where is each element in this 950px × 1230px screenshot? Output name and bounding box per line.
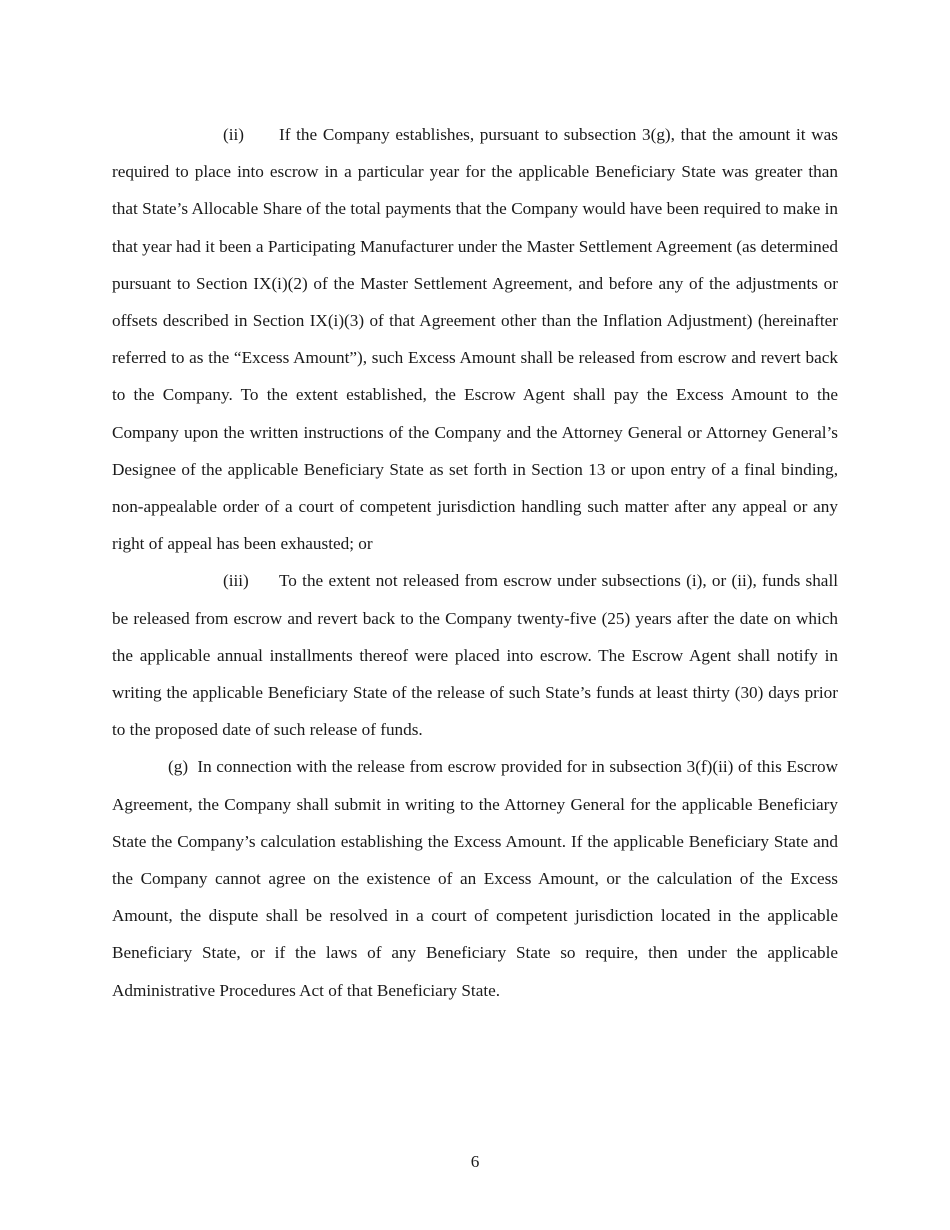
paragraph-section-g <box>112 748 838 1008</box>
page-number: 6 <box>470 1152 480 1171</box>
paragraph-subsection-ii <box>112 116 838 562</box>
paragraph-text: If the Company establishes, pursuant to subsection 3(g), that the amount it was required to place into escrow in a particular year for the applicable Beneficiary State was greater than that State’s Allocable Share of the total payments that the Company would have been required to make in that year had it been a Participating Manufacturer under the Master Settlement Agreement (as determined pursuant to Section IX(i)(2) of the Master Settlement Agreement, and before any of the adjustments or offsets described in Section IX(i)(3) of that Agreement other than the Inflation Adjustment) (hereinafter referred to as the “Excess Amount”), such Excess Amount shall be released from escrow and revert back to the Company. To the extent established, the Escrow Agent shall pay the Excess Amount to the Company upon the written instructions of the Company and the Attorney General or Attorney General’s Designee of the applicable Beneficiary State as set forth in Section 13 or upon entry of a final binding, non-appealable order of a court of competent jurisdiction handling such matter after any appeal or any right of appeal has been exhausted; or <box>112 125 838 554</box>
paragraph-subsection-iii <box>112 562 838 748</box>
subsection-marker-iii: (iii) <box>223 571 249 591</box>
subsection-marker-ii: (ii) <box>223 125 244 144</box>
paragraph-text: To the extent not released from escrow under subsections (i), or (ii), funds shall be released from escrow and revert back to the Company twenty-five (25) years after the date on which the applicable annual installments thereof were placed into escrow. The Escrow Agent shall notify in writing the applicable Beneficiary State of the release of such State’s funds at least thirty (30) days prior to the proposed date of such release of funds. <box>112 571 838 740</box>
body-text <box>112 116 838 1009</box>
section-marker-g: (g) <box>168 757 189 777</box>
paragraph-text: In connection with the release from escrow provided for in subsection 3(f)(ii) of this Escrow Agreement, the Company shall submit in writing to the Attorney General for the applicable Beneficiary State the Company’s calculation establishing the Excess Amount. If the applicable Beneficiary State and the Company cannot agree on the existence of an Excess Amount, or the calculation of the Excess Amount, the dispute shall be resolved in a court of competent jurisdiction located in the applicable Beneficiary State, or if the laws of any Beneficiary State so require, then under the applicable Administrative Procedures Act of that Beneficiary State. <box>112 757 838 1000</box>
